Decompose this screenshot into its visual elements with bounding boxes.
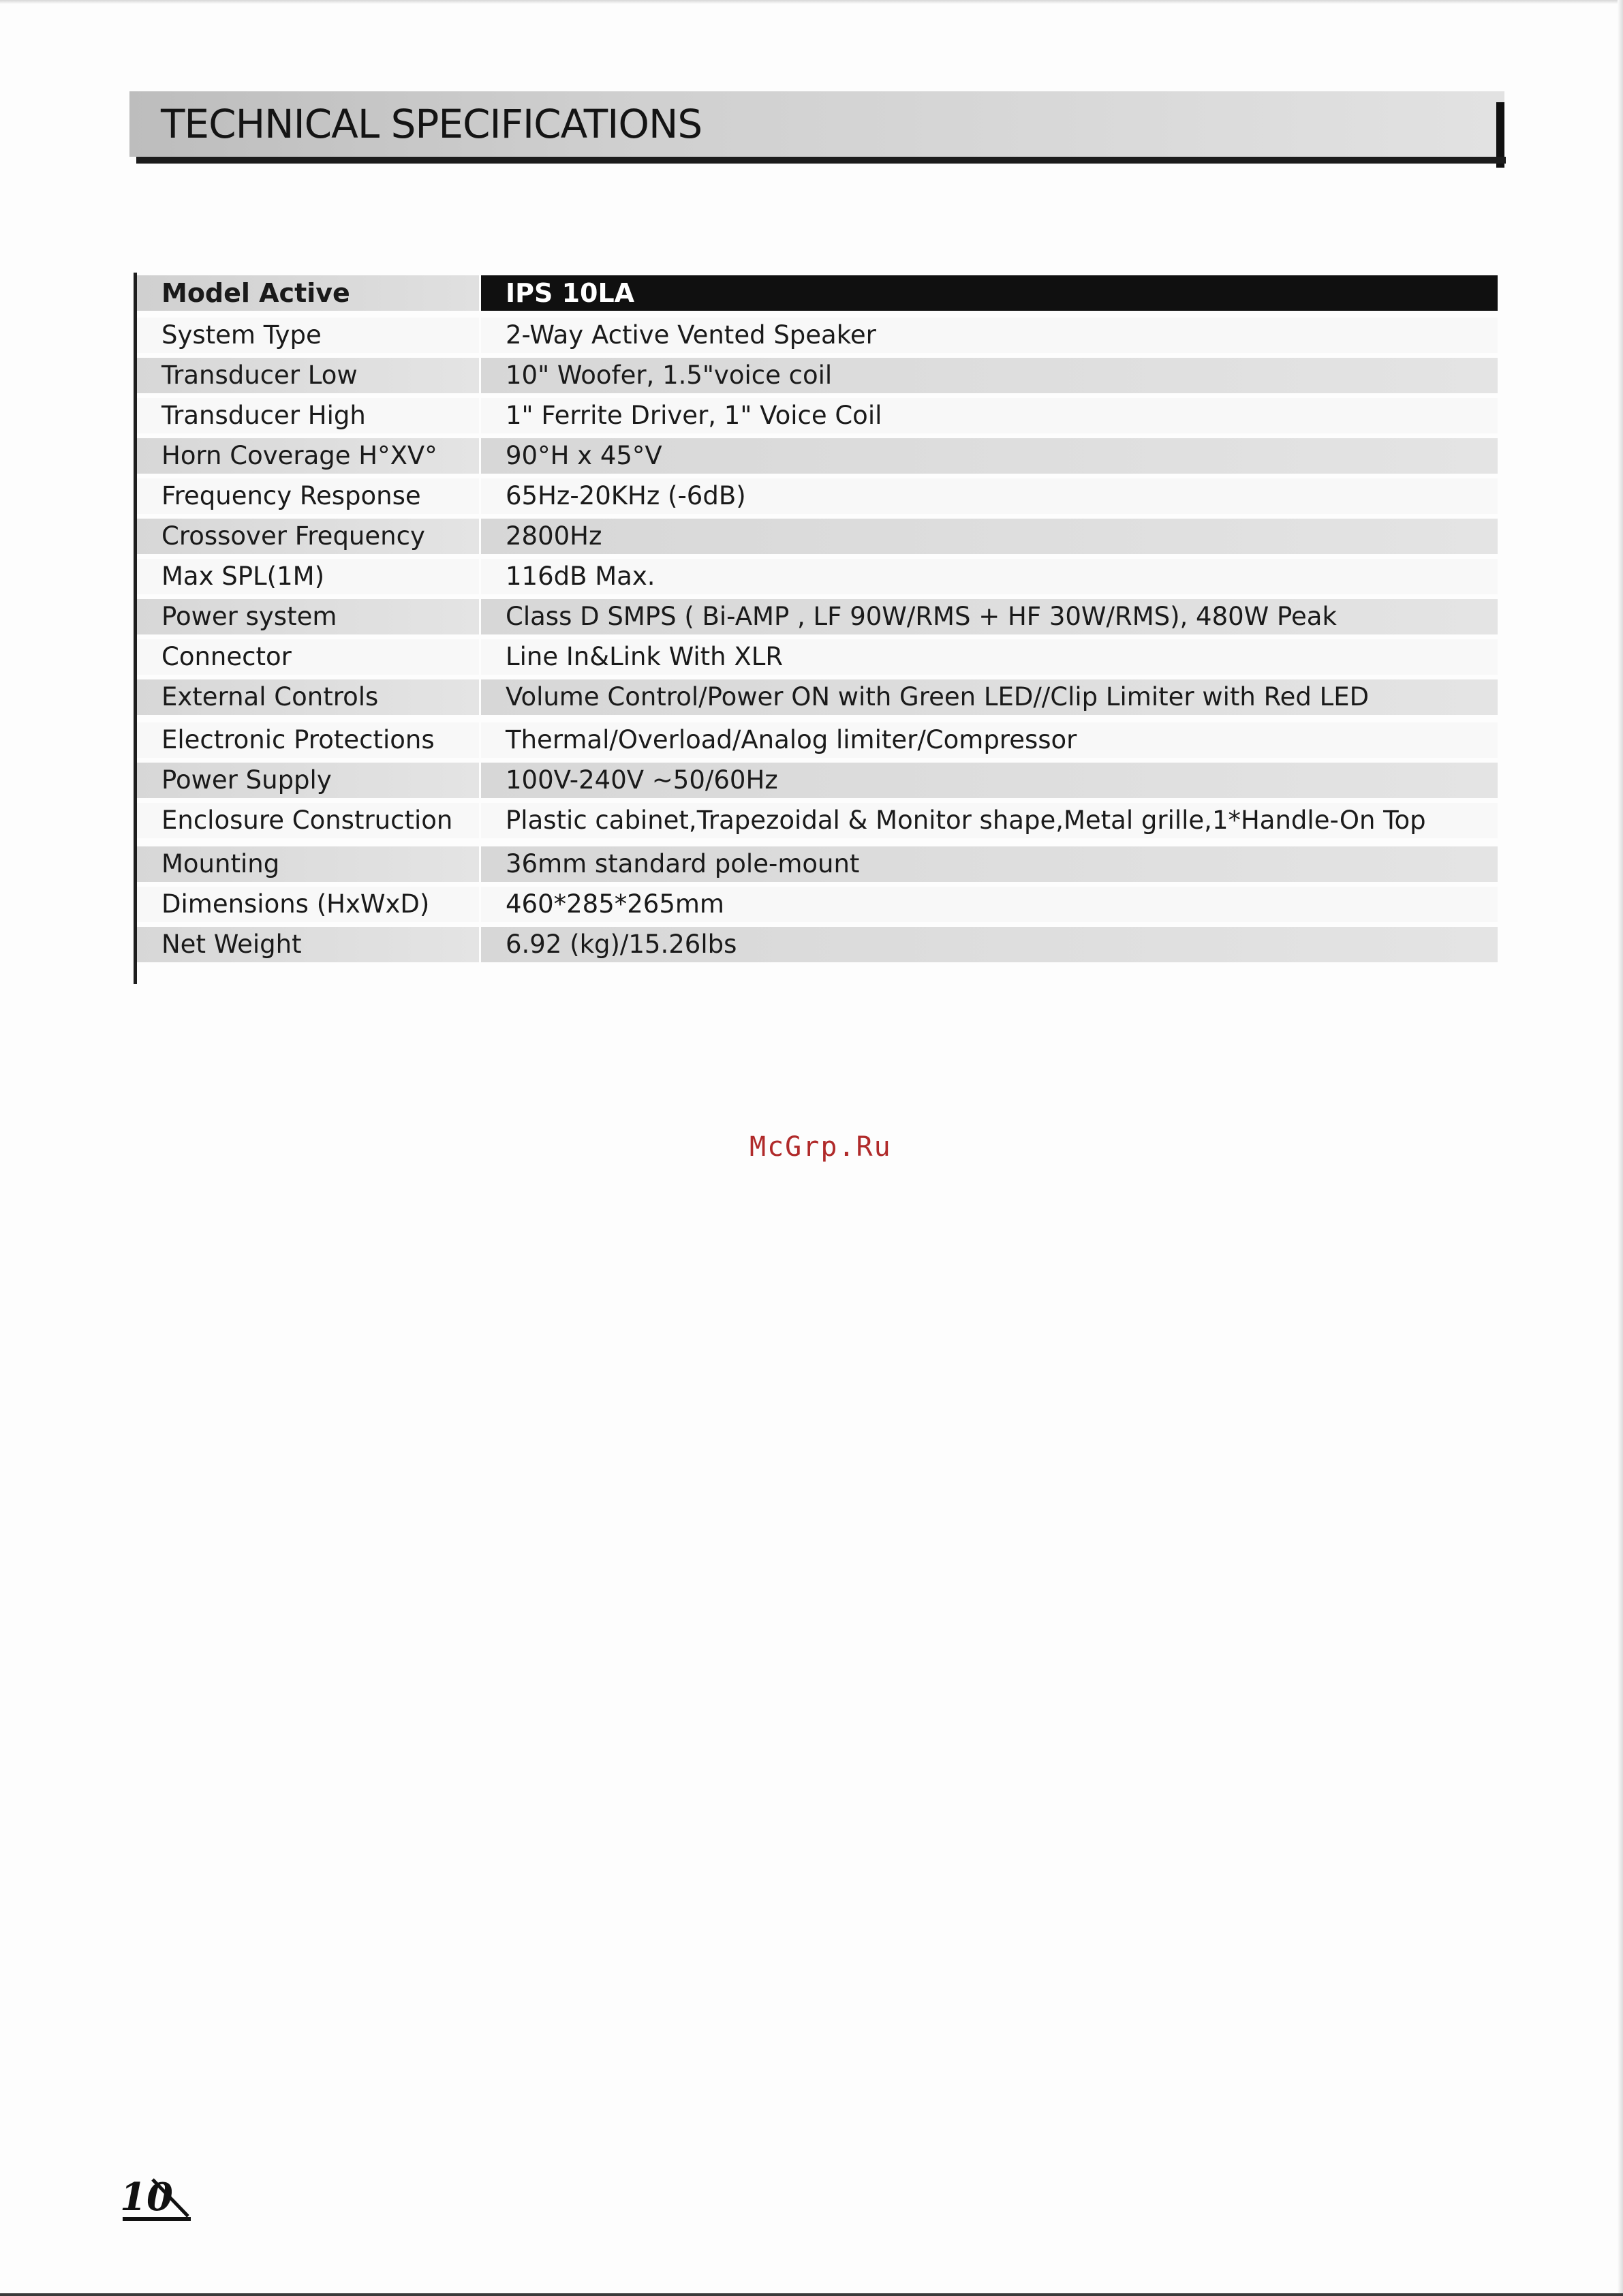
spec-label: Electronic Protections [137,722,479,758]
page-right-edge [1618,0,1623,2296]
spec-row [137,760,1498,801]
spec-label: Frequency Response [137,478,479,514]
spec-row [137,355,1498,396]
spec-row [137,476,1498,517]
spec-label: Enclosure Construction [137,803,479,838]
page-corner-triangle-icon [120,2174,195,2229]
spec-row [137,556,1498,597]
spec-label: Max SPL(1M) [137,559,479,594]
spec-label: Power Supply [137,763,479,798]
spec-row [137,720,1498,761]
spec-label: Crossover Frequency [137,519,479,554]
section-header-band [129,91,1504,157]
spec-label: Net Weight [137,927,479,962]
watermark-text: McGrp.Ru [749,1131,892,1163]
spec-value: 100V-240V ~50/60Hz [481,763,1498,798]
spec-value: 6.92 (kg)/15.26lbs [481,927,1498,962]
spec-value: 2800Hz [481,519,1498,554]
spec-row [137,516,1498,557]
header-underline [136,157,1506,164]
spec-value: 460*285*265mm [481,887,1498,922]
spec-row-model [137,273,1498,313]
spec-row [137,844,1498,885]
spec-row [137,596,1498,637]
spec-label: Transducer High [137,398,479,433]
spec-value: Class D SMPS ( Bi-AMP , LF 90W/RMS + HF 30W/RMS), 480W Peak [481,599,1498,634]
spec-value: 65Hz-20KHz (-6dB) [481,478,1498,514]
spec-value: IPS 10LA [481,275,1498,311]
spec-value: 2-Way Active Vented Speaker [481,318,1498,353]
spec-value: 1" Ferrite Driver, 1" Voice Coil [481,398,1498,433]
spec-label: Mounting [137,846,479,882]
spec-label: Dimensions (HxWxD) [137,887,479,922]
spec-row [137,315,1498,356]
spec-value: 10" Woofer, 1.5"voice coil [481,358,1498,393]
spec-value: Plastic cabinet,Trapezoidal & Monitor shape,Metal grille,1*Handle-On Top [481,803,1498,838]
spec-label: External Controls [137,679,479,715]
spec-label: Horn Coverage H°XV° [137,438,479,474]
spec-label: Model Active [137,275,479,311]
spec-value: Thermal/Overload/Analog limiter/Compressor [481,722,1498,758]
spec-value: 36mm standard pole-mount [481,846,1498,882]
spec-value: Line In&Link With XLR [481,639,1498,675]
spec-value: 116dB Max. [481,559,1498,594]
spec-value: 90°H x 45°V [481,438,1498,474]
spec-table [134,273,1498,984]
spec-row [137,924,1498,965]
spec-label: Power system [137,599,479,634]
page-bottom-edge [0,2293,1623,2296]
page-number-text: 10 [120,2175,173,2220]
spec-row [137,395,1498,436]
spec-label: Connector [137,639,479,675]
page-top-edge [0,0,1623,4]
spec-row [137,884,1498,925]
spec-value: Volume Control/Power ON with Green LED//Clip Limiter with Red LED [481,679,1498,715]
spec-label: Transducer Low [137,358,479,393]
spec-row [137,637,1498,677]
spec-row [137,800,1498,841]
section-title: TECHNICAL SPECIFICATIONS [161,101,702,147]
spec-label: System Type [137,318,479,353]
spec-row [137,435,1498,476]
spec-row [137,677,1498,718]
